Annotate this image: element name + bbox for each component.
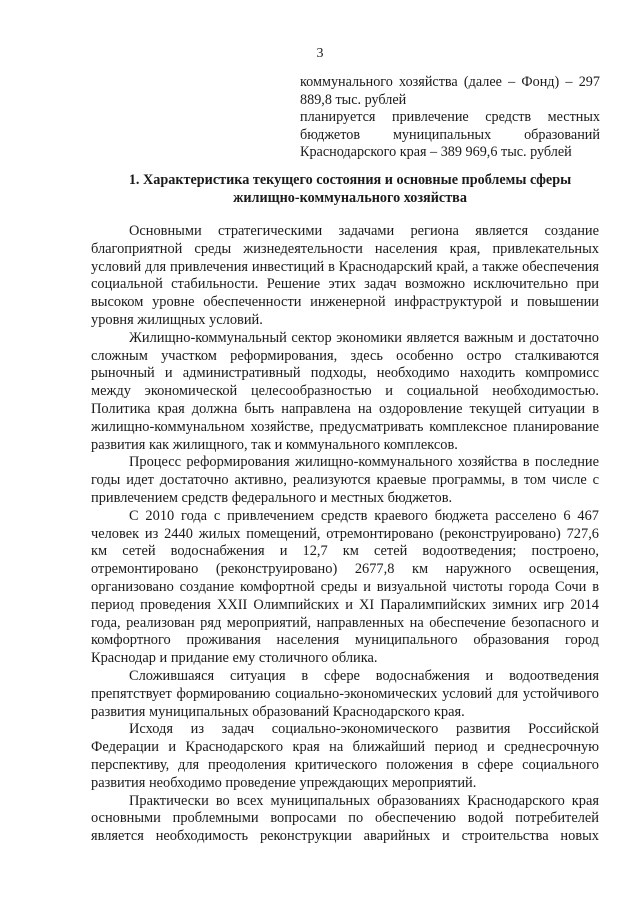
paragraph: Основными стратегическими задачами региона является создание благоприятной среды жизнедеятельности населения края, привлекательных условий для привлечения инвестиций в Краснодарский край, а также обеспечения социальной стабильности. Решение этих задач возможно исключительно при высоком уровне обеспеченности инженерной инфраструктурой и повышении уровня жилищных условий.: [91, 223, 599, 328]
paragraph: С 2010 года с привлечением средств краевого бюджета расселено 6 467 человек из 2440 жилых помещений, отремонтировано (реконструировано) 727,6 км сетей водоснабжения и 12,7 км сетей водоотведения; построено, отремонтировано (реконструировано) 2677,8 км наружного освещения, организовано создание комфортной среды и визуальной чистоты города Сочи в период проведения XXII Олимпийских и XI Паралимпийских зимних игр 2014 года, реализован ряд мероприятий, направленных на обеспечение безопасного и комфортного проживания населения муниципального образования город Краснодар и придание ему столичного облика.: [91, 507, 599, 667]
fund-amount-line: коммунального хозяйства (далее – Фонд) – 297 889,8 тыс. рублей: [300, 74, 600, 108]
section-body: [91, 223, 599, 846]
paragraph: Практически во всех муниципальных образованиях Краснодарского края основными проблемными вопросами по обеспечению водой потребителей является необходимость реконструкции аварийных и строительства новых: [91, 792, 599, 845]
section-title: 1. Характеристика текущего состояния и основные проблемы сферы жилищно-коммунального хозяйства: [128, 172, 572, 206]
paragraph: Исходя из задач социально-экономического развития Российской Федерации и Краснодарского края на ближайший период и среднесрочную перспективу, для преодоления критического положения в сфере социального развития необходимо проведение упреждающих мероприятий.: [91, 721, 599, 791]
page-number: 3: [316, 46, 324, 61]
paragraph: Сложившаяся ситуация в сфере водоснабжения и водоотведения препятствует формированию социально-экономических условий для устойчивого развития муниципальных образований Краснодарского края.: [91, 667, 599, 720]
funding-continuation-block: [300, 74, 600, 162]
paragraph: Процесс реформирования жилищно-коммунального хозяйства в последние годы идет достаточно активно, реализуются краевые программы, в том числе с привлечением средств федерального и местных бюджетов.: [91, 454, 599, 506]
local-budget-line: планируется привлечение средств местных бюджетов муниципальных образований Краснодарского края – 389 969,6 тыс. рублей: [300, 109, 600, 160]
paragraph: Жилищно-коммунальный сектор экономики является важным и достаточно сложным участком реформирования, здесь особенно остро сталкиваются рыночный и административный подходы, необходимо находить компромисс между экономической целесообразностью и социальной необходимостью. Политика края должна быть направлена на оздоровление текущей ситуации в жилищно-коммунальном хозяйстве, предусматривать комплексное планирование развития как жилищного, так и коммунального комплексов.: [91, 329, 599, 453]
